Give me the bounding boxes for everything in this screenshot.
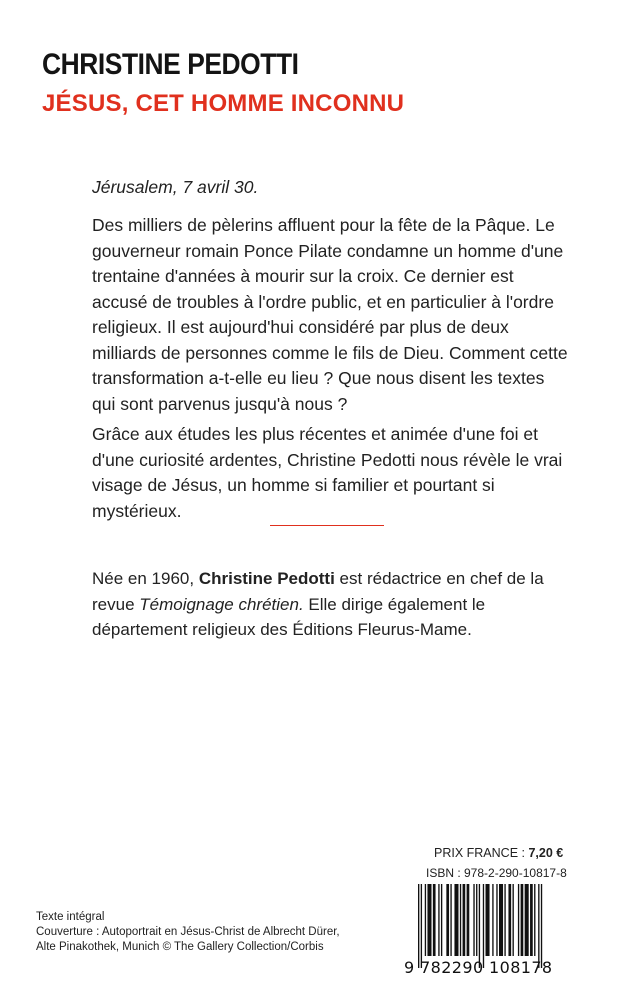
barcode-bar: [467, 884, 470, 956]
barcode-bar: [541, 884, 542, 968]
barcode-digits: 9 782290 108178: [404, 958, 553, 977]
book-title: JÉSUS, CET HOMME INCONNU: [42, 90, 405, 117]
barcode-bar: [486, 884, 490, 956]
barcode-bar: [479, 884, 480, 968]
credit-line-3: Alte Pinakothek, Munich © The Gallery Collection/Corbis: [36, 941, 324, 953]
barcode-bar: [433, 884, 436, 956]
bio-author-name: Christine Pedotti: [198, 569, 335, 588]
barcode-bar: [450, 884, 451, 956]
credit-line-2: Couverture : Autoportrait en Jésus-Christ de Albrecht Dürer,: [36, 926, 340, 938]
barcode-bar: [476, 884, 477, 956]
barcode-bar: [504, 884, 505, 956]
barcode-bar: [473, 884, 474, 956]
barcode-bar: [463, 884, 466, 956]
barcode-bar: [446, 884, 449, 956]
barcode-bar: [508, 884, 511, 956]
barcode-bar: [530, 884, 533, 956]
barcode-bar: [538, 884, 539, 968]
price: [434, 846, 563, 860]
red-divider: [270, 525, 384, 526]
barcode-bar: [441, 884, 442, 956]
barcode-bar: [460, 884, 461, 956]
barcode-bar: [496, 884, 497, 956]
blurb-paragraph-2: Grâce aux études les plus récentes et animée d'une foi et d'une curiosité ardentes, Christine Pedotti nous révèle le vrai visage de Jésus, un homme si familier et pourtant si mystérieux.: [92, 424, 563, 521]
barcode-bar: [438, 884, 439, 956]
barcode-bar: [518, 884, 519, 956]
barcode-bar: [483, 884, 484, 968]
author-bio: [92, 566, 582, 643]
barcode-bar: [421, 884, 422, 968]
bio-end: Elle dirige également le département religieux des Éditions Fleurus-Mame.: [92, 594, 486, 639]
bio-intro: Née en 1960,: [92, 569, 199, 588]
price-label: PRIX FRANCE :: [434, 846, 529, 860]
author-name: CHRISTINE PEDOTTI: [42, 48, 299, 81]
barcode-bar: [525, 884, 529, 956]
barcode-bar: [492, 884, 493, 956]
credit-line-1: Texte intégral: [36, 911, 105, 923]
blurb-paragraph-1: Des milliers de pèlerins affluent pour la fête de la Pâque. Le gouverneur romain Ponce Pilate condamne un homme d'une trentaine d'années à mourir sur la croix. Ce dernier est accusé de troubles à l'ordre public, et en particulier à l'ordre religieux. Il est aujourd'hui considéré par plus de deux milliards de personnes comme le fils de Dieu. Comment cette transformation a-t-elle eu lieu ? Que nous disent les textes qui sont parvenus jusqu'à nous ?: [92, 215, 568, 414]
isbn: ISBN : 978-2-290-10817-8: [426, 866, 567, 880]
barcode-bar: [425, 884, 426, 956]
barcode-bar: [454, 884, 458, 956]
bio-mid: est rédactrice en chef de la revue: [92, 569, 544, 614]
barcode-bar: [513, 884, 514, 956]
place-date: Jérusalem, 7 avril 30.: [92, 177, 259, 197]
barcode-bar: [534, 884, 535, 956]
barcode-bar: [418, 884, 419, 968]
barcode-bar: [521, 884, 524, 956]
cover-credits: [36, 910, 340, 955]
barcode-bar: [499, 884, 503, 956]
bio-magazine: Témoignage chrétien.: [139, 594, 304, 614]
barcode-bar: [427, 884, 431, 956]
price-value: 7,20 €: [528, 846, 564, 860]
